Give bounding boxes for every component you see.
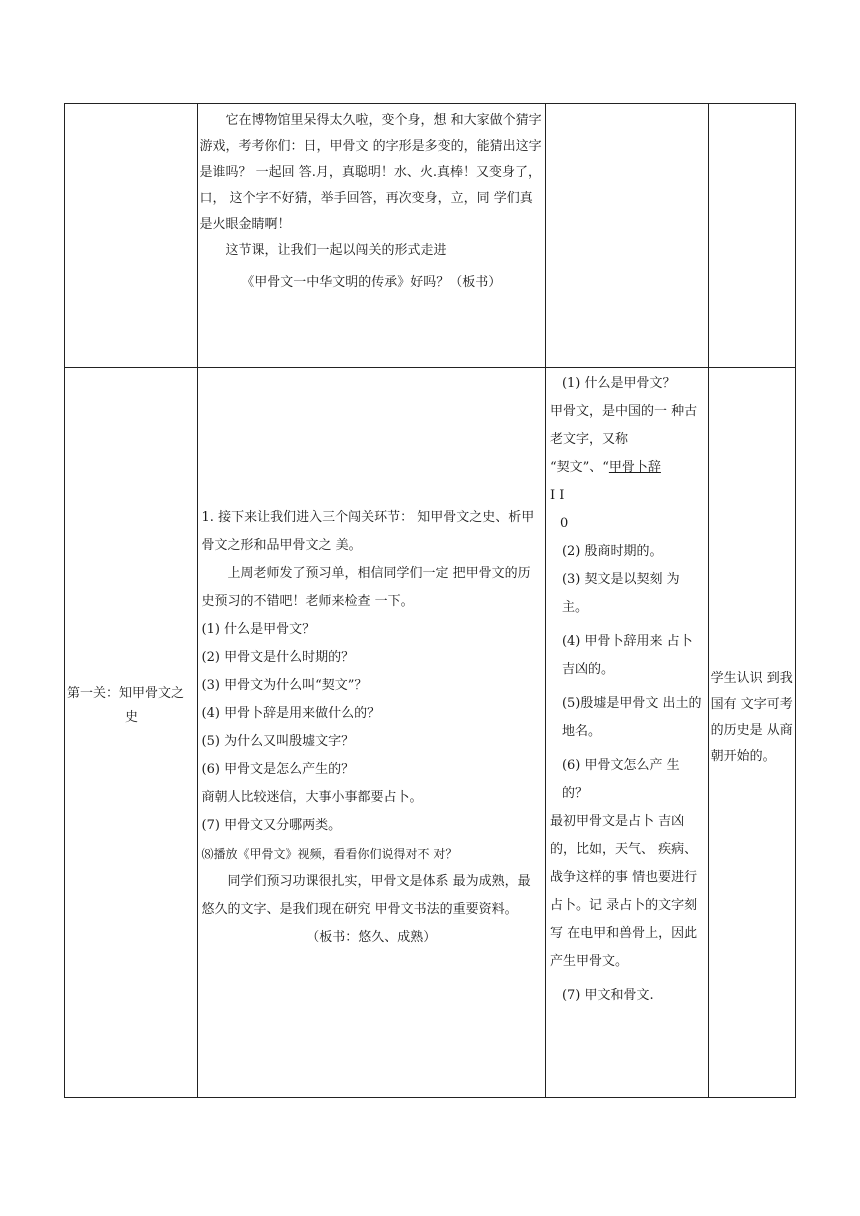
- answer-2: (2) 殷商时期的。: [561, 544, 663, 559]
- goal-text: 学生认识 到我国有 文字可考 的历史是 从商朝开始的。: [710, 671, 793, 764]
- goal-cell-empty: [708, 104, 795, 368]
- stage-label: 第一关：知甲骨文之: [67, 686, 185, 701]
- answer-4: (4) 甲骨卜辞用来 占卜吉凶的。: [561, 634, 693, 677]
- answer-5: (5)殷墟是甲骨文 出土的地名。: [561, 696, 702, 739]
- answer-6-body: 最初甲骨文是占卜 吉凶的，比如，天气、 疾病、战争这样的事 情也要进行占卜。记 录占卜的文字刻写 在电甲和兽骨上，因此产生甲骨文。: [549, 814, 698, 969]
- intro-paragraph: 它在博物馆里呆得太久啦，变个身，想 和大家做个猜字游戏，考考你们：日，甲骨文 的字形是多变的，能猜出这字是谁吗？ 一起回 答.月，真聪明！水、火.真棒！又变身了，口， 这个字不好猜，举手回答，再次变身，立，同 学们真是火眼金睛啊！: [199, 113, 542, 232]
- answer-cell-empty: [545, 104, 708, 368]
- table-row: [65, 368, 796, 1098]
- answer-cell: [545, 368, 708, 1098]
- answer-1-head: (1) 什么是甲骨文？: [561, 376, 676, 391]
- answer-1-alias: [548, 454, 706, 482]
- table-row: [65, 104, 796, 368]
- process-cell: [197, 104, 545, 368]
- question-7: (7) 甲骨文又分哪两类。: [201, 818, 342, 833]
- question-5: (5) 为什么又叫殷墟文字？: [201, 734, 355, 749]
- answer-6-head: (6) 甲骨文怎么产 生的？: [561, 758, 680, 801]
- goal-cell: [708, 368, 795, 1098]
- question-3: (3) 甲骨文为什么叫“契文”？: [201, 678, 368, 693]
- process-summary: 同学们预习功课很扎实，甲骨文是体系 最为成熟，最悠久的文字、是我们现在研究 甲骨文书法的重要资料。: [201, 874, 531, 917]
- process-review: 上周老师发了预习单，相信同学们一定 把甲骨文的历史预习的不错吧！老师来检查 一下。: [201, 566, 531, 609]
- answer-1-alias-underlined: 甲骨卜辞: [608, 460, 661, 475]
- stage-cell-empty: [65, 104, 198, 368]
- answer-1-zero: 0: [559, 516, 569, 531]
- question-2: (2) 甲骨文是什么时期的？: [201, 650, 355, 665]
- answer-7: (7) 甲文和骨文.: [561, 988, 654, 1003]
- intro-transition: 这节课，让我们一起以闯关的形式走进: [225, 243, 447, 258]
- question-8: ⑻播放《甲骨文》视频，看看你们说得对不 对？: [201, 847, 458, 861]
- lesson-title-line: 《甲骨文一中华文明的传承》好吗？（板书）: [241, 275, 502, 290]
- answer-1-body: 甲骨文，是中国的一 种古老文字，又称: [549, 404, 698, 447]
- process-note: 商朝人比较迷信，大事小事都要占卜。: [201, 790, 423, 805]
- answer-1-mark: I I: [549, 488, 565, 503]
- stage-cell: [65, 368, 198, 1098]
- answer-3: (3) 契文是以契刻 为主。: [561, 572, 680, 615]
- question-1: (1) 什么是甲骨文？: [201, 622, 316, 637]
- stage-label-cont: 史: [125, 710, 139, 725]
- board-note: （板书：悠久、成熟）: [306, 930, 437, 945]
- question-6: (6) 甲骨文是怎么产生的？: [201, 762, 355, 777]
- lesson-plan-table: [64, 103, 796, 1098]
- process-intro: 1. 接下来让我们进入三个闯关环节： 知甲骨文之史、析甲骨文之形和品甲骨文之 美。: [201, 510, 535, 553]
- question-4: (4) 甲骨卜辞是用来做什么的？: [201, 706, 381, 721]
- answer-1-alias-text: “契文”、“: [549, 460, 609, 475]
- process-cell: [197, 368, 545, 1098]
